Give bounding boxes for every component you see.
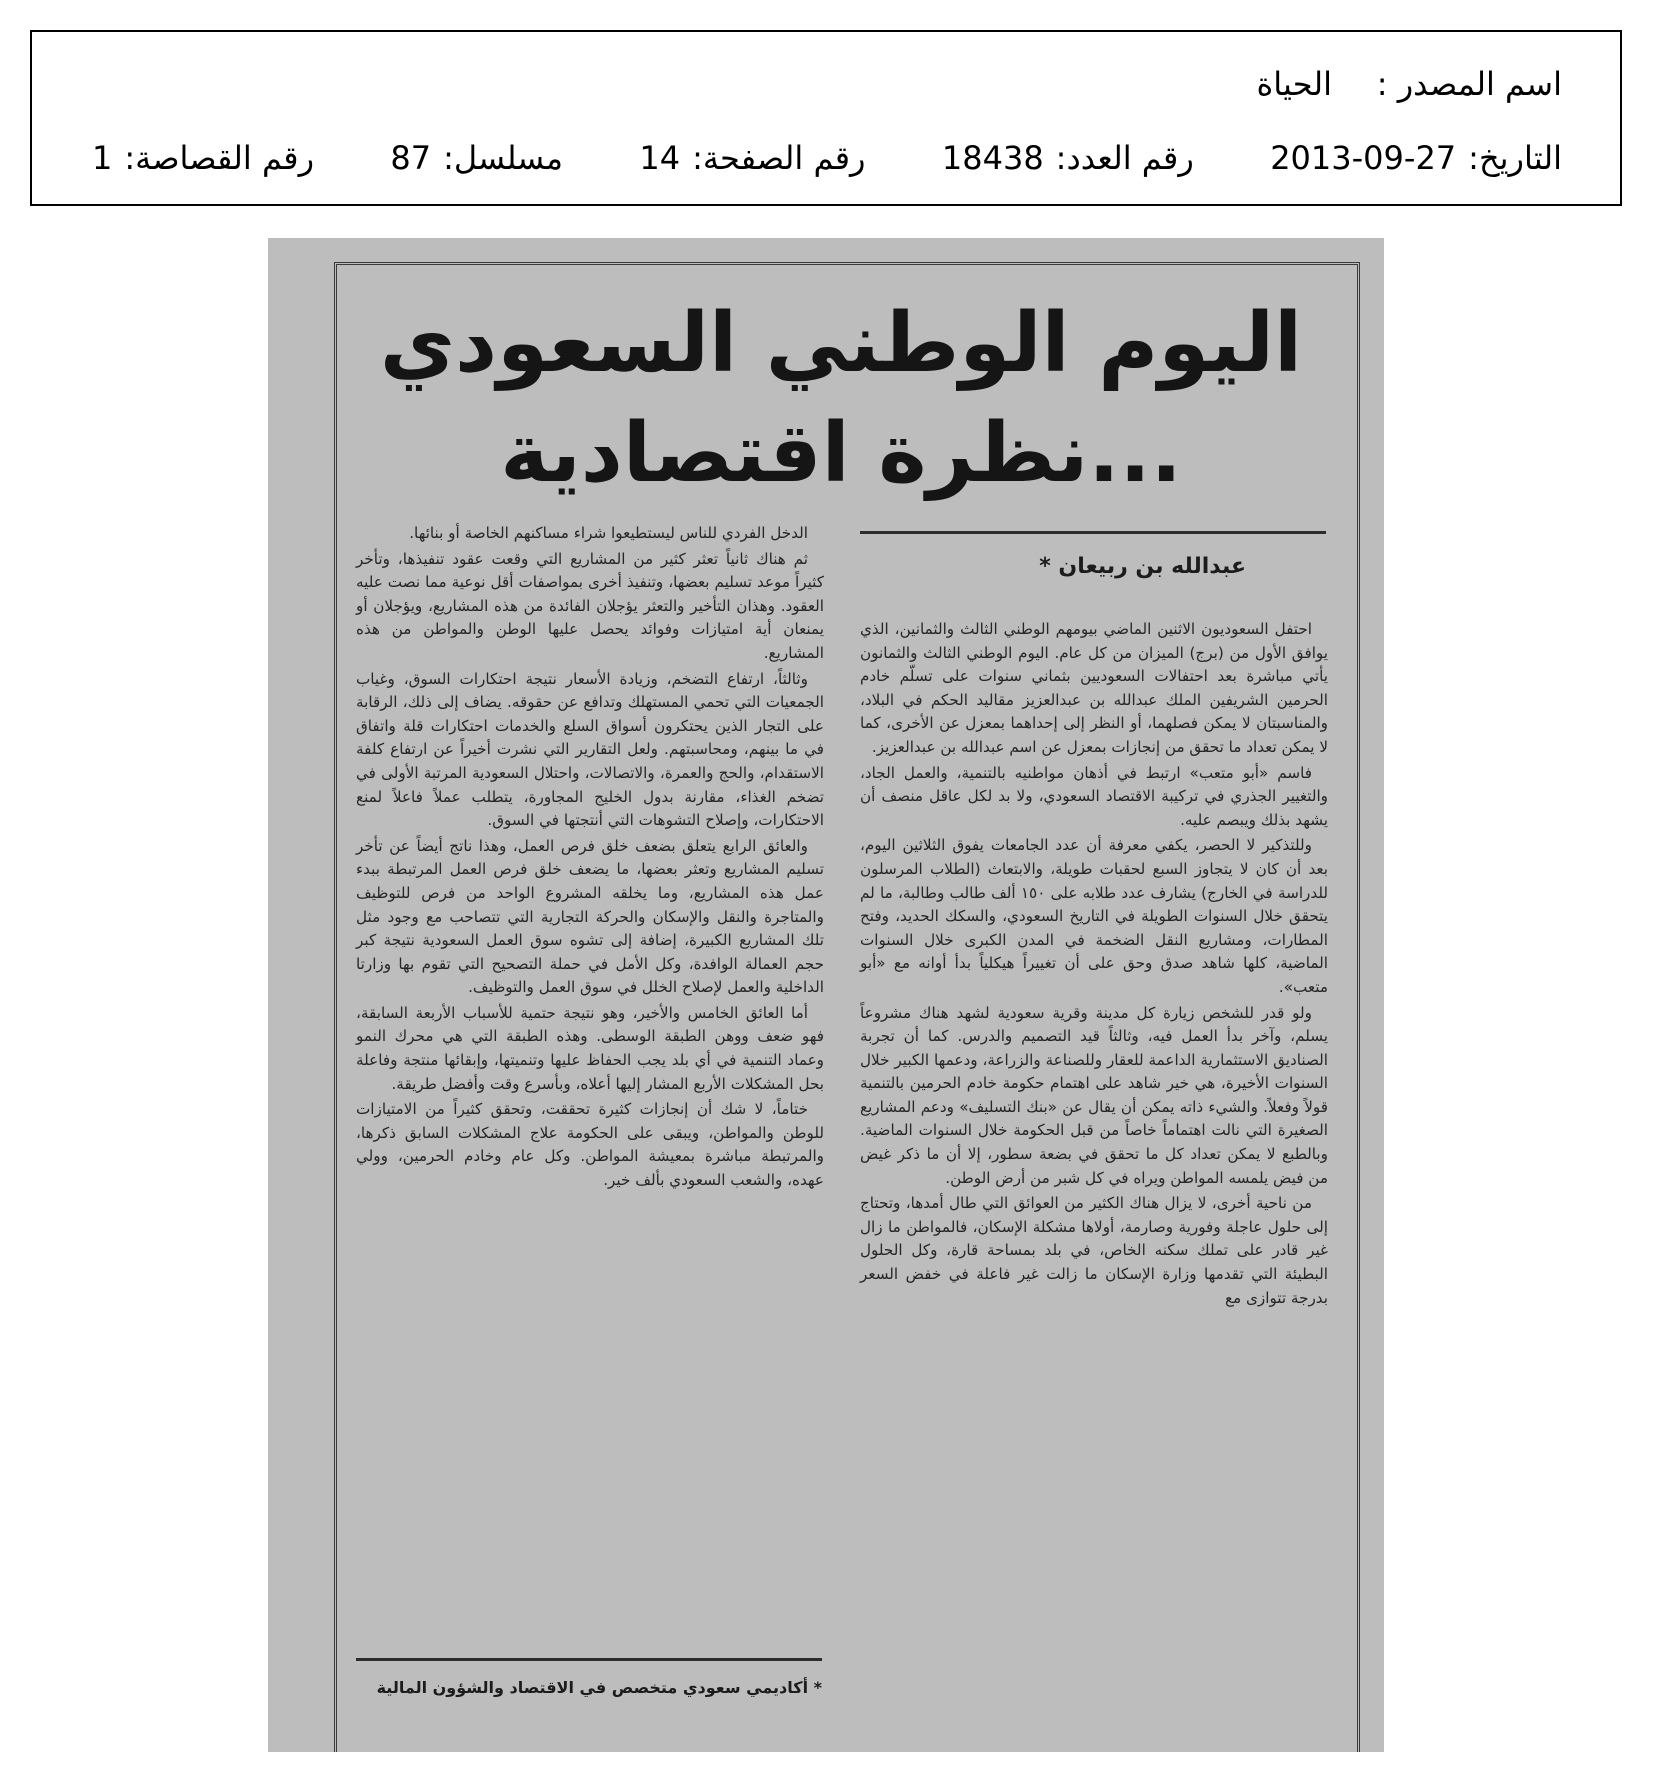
paragraph: ختاماً، لا شك أن إنجازات كثيرة تحققت، وتحقق كثيراً من الامتيازات للوطن والمواطن، ويبقى على الحكومة علاج المشكلات السابق ذكرها، والمرتبطة مباشرة بمعيشة المواطن. وكل عام وخادم الحرمين، وولي عهده، والشعب السعودي بألف خير. xyxy=(356,1100,824,1190)
author-byline: عبدالله بن ربيعان * xyxy=(1039,554,1246,579)
issue-value: 18438 xyxy=(941,139,1044,177)
serial-value: 87 xyxy=(390,139,432,177)
date-field xyxy=(1270,139,1562,177)
paragraph: الدخل الفردي للناس ليستطيعوا شراء مساكنهم الخاصة أو بنائها. xyxy=(409,524,808,542)
serial-label: مسلسل: xyxy=(443,139,563,177)
headline-line-2: ...نظرة اقتصادية xyxy=(500,406,1182,501)
details-row xyxy=(92,128,1562,188)
paragraph: فاسم «أبو متعب» ارتبط في أذهان مواطنيه بالتنمية، والعمل الجاد، والتغيير الجذري في تركيبة الاقتصاد السعودي، ولا بد لكل عاقل منصف أن يشهد بذلك ويبصم عليه. xyxy=(860,763,1328,829)
page-value: 14 xyxy=(639,139,681,177)
footnote-rule xyxy=(356,1658,822,1661)
headline-line-1: اليوم الوطني السعودي xyxy=(379,296,1303,391)
author-footnote: * أكاديمي سعودي متخصص في الاقتصاد والشؤون المالية xyxy=(376,1678,822,1697)
paragraph: من ناحية أخرى، لا يزال هناك الكثير من العوائق التي طال أمدها، وتحتاج إلى حلول عاجلة وفورية وصارمة، أولاها مشكلة الإسكان، فالمواطن ما زال غير قادر على تملك سكنه الخاص، في بلد بمساحة قارة، وكل الحلول البطيئة التي تقدمها وزارة الإسكان ما زالت غير فاعلة في خفض السعر بدرجة تتوازى مع xyxy=(860,1194,1328,1307)
issue-field xyxy=(942,139,1194,177)
date-label: التاريخ: xyxy=(1468,139,1562,177)
page-label: رقم الصفحة: xyxy=(692,139,866,177)
serial-field xyxy=(390,139,563,177)
date-value: 2013-09-27 xyxy=(1270,139,1457,177)
paragraph: أما العائق الخامس والأخير، وهو نتيجة حتمية للأسباب الأربعة السابقة، فهو ضعف ووهن الطبقة الوسطى. وهذه الطبقة التي هي محرك النمو وعماد التنمية في أي بلد يجب الحفاظ عليها وتنميتها، وإبقائها منتجة وفاعلة بحل المشكلات الأربع المشار إليها أعلاه، وبأسرع وقت وأفضل طريقة. xyxy=(356,1003,824,1093)
article-column-left xyxy=(356,522,824,1195)
source-row xyxy=(92,54,1562,114)
clip-number-field xyxy=(92,139,314,177)
source-label: اسم المصدر : xyxy=(1376,65,1562,103)
paragraph: ولو قدر للشخص زيارة كل مدينة وقرية سعودية لشهد هناك مشروعاً يسلم، وآخر بدأ العمل فيه، وثالثاً قيد التصميم والدرس. كما أن تجربة الصناديق الاستثمارية الداعمة للعقار وللصناعة والزراعة، ودعمها الكبير خلال السنوات الأخيرة، هي خير شاهد على اهتمام حكومة خادم الحرمين بالتنمية قولاً وفعلاً. والشيء ذاته يمكن أن يقال عن «بنك التسليف» ودعم المشاريع الصغيرة التي نالت اهتماماً خاصاً من قبل الحكومة خلال السنوات الماضية. وبالطبع لا يمكن تعداد كل ما تحقق في بضعة سطور، إلا أن ما ذكر غيض من فيض يلمسه المواطن ويراه في كل شبر من أرض الوطن. xyxy=(860,1003,1328,1187)
issue-label: رقم العدد: xyxy=(1055,139,1194,177)
paragraph: وللتذكير لا الحصر، يكفي معرفة أن عدد الجامعات يفوق الثلاثين اليوم، بعد أن كان لا يتجاوز السبع لحقبات طويلة، والابتعاث (الطلاب المرسلون للدراسة في الخارج) يشارف عدد طلابه على ١٥٠ ألف طالب وطالبة، ما لم يتحقق خلال السنوات الطويلة في التاريخ السعودي، والسكك الحديد، وفتح المطارات، ومشاريع النقل الضخمة في المدن الكبرى خلال السنوات الماضية، كلها شاهد صدق وحق على أن تغييراً هيكلياً بدأ أوانه مع «أبو متعب». xyxy=(860,836,1328,996)
byline-rule xyxy=(860,531,1326,534)
source-value: الحياة xyxy=(1256,65,1332,103)
clip-number-value: 1 xyxy=(92,139,113,177)
clip-number-label: رقم القصاصة: xyxy=(124,139,315,177)
clipping-metadata-box xyxy=(30,30,1622,206)
paragraph: احتفل السعوديون الاثنين الماضي بيومهم الوطني الثالث والثمانين، الذي يوافق الأول من (برج) الميزان من كل عام. اليوم الوطني الثالث والثمانون يأتي مباشرة بعد احتفالات السعوديين بثماني سنوات على تسلّم خادم الحرمين الشريفين الملك عبدالله بن عبدالعزيز مقاليد الحكم في البلاد، والمناسبتان لا يمكن فصلهما، أو النظر إلى إحداهما بمعزل عن الأخرى، كما لا يمكن تعداد ما تحقق من إنجازات بمعزل عن اسم عبدالله بن عبدالعزيز. xyxy=(860,620,1328,756)
paragraph: ثم هناك ثانياً تعثر كثير من المشاريع التي وقعت عقود تنفيذها، وتأخر كثيراً موعد تسليم بعضها، وتنفيذ أخرى بمواصفات أقل نوعية مما نصت عليه العقود. وهذان التأخير والتعثر يؤجلان الفائدة من هذه المشاريع، ويؤجلان أو يمنعان أية امتيازات وفوائد يحصل عليها الوطن والمواطن من هذه المشاريع. xyxy=(356,549,824,662)
paragraph: وثالثاً، ارتفاع التضخم، وزيادة الأسعار نتيجة احتكارات السوق، وغياب الجمعيات التي تحمي المستهلك وتدافع عن حقوقه. يضاف إلى ذلك، الرقابة على التجار الذين يحتكرون أسواق السلع والخدمات احتكارات قلة واتفاق في ما بينهم، ومحاسبتهم. ولعل التقارير التي نشرت أخيراً عن ارتفاع كلفة الاستقدام، والحج والعمرة، والاتصالات، واحتلال السعودية المرتبة الأولى في تضخم الغذاء، مقارنة بدول الخليج المجاورة، يتطلب عملاً فاعلاً لمنع الاحتكارات، وإصلاح التشوهات التي أنتجتها في السوق. xyxy=(356,669,824,830)
page-field xyxy=(639,139,865,177)
newspaper-clipping-scan xyxy=(268,238,1384,1752)
article-column-right xyxy=(860,618,1328,1312)
paragraph: والعائق الرابع يتعلق بضعف خلق فرص العمل، وهذا ناتج أيضاً عن تأخر تسليم المشاريع وتعثر بعضها، ما يضعف خلق فرص العمل المرتبطة ببدء عمل هذه المشاريع، وما يخلقه المشروع الواحد من فرص للتوظيف والمتاجرة والنقل والإسكان والحركة التجارية التي تتصاحب مع وجود مثل تلك المشاريع الكبيرة، إضافة إلى تشوه سوق العمل السعودية نتيجة كبر حجم العمالة الوافدة، وكل الأمل في حملة التصحيح التي تقوم بها وزارتا الداخلية والعمل لإصلاح الخلل في سوق العمل والتوظيف. xyxy=(356,836,824,997)
